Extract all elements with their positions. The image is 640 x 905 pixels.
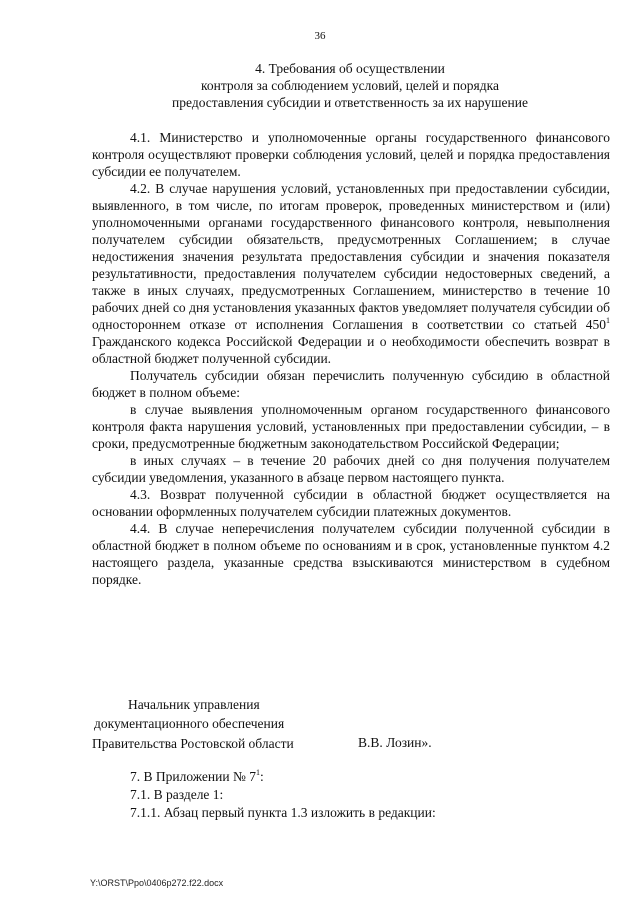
appendix-line-1-text: 7. В Приложении № 7: [130, 769, 256, 784]
heading-line-1: 4. Требования об осуществлении: [255, 61, 445, 76]
appendix-line-1-colon: :: [259, 769, 264, 784]
footer-file-path: Y:\ORST\Ppo\0406p272.f22.docx: [90, 878, 224, 888]
paragraph-4-4: 4.4. В случае неперечисления получателем субсидии полученной субсидии в областной бюджет в полном объеме по основаниям и в срок, установленные пунктом 4.2 настоящего раздела, указанные средства взыскиваются министерством в судебном порядке.: [92, 521, 610, 587]
paragraph-4-2-text-a: 4.2. В случае нарушения условий, установленных при предоставлении субсидии, выявленного, в том числе, по итогам проверок, проведенных министерством и (или) уполномоченными органами государственного финансового контроля, невыполнения получателем субсидии обязательств, предусмотренных Соглашением; в случае недостижения значения результата предоставления субсидии и значения показателя результативности, предоставления получателем субсидии недостоверных сведений, а также в иных случаях, предусмотренных Соглашением, министерство в течение 10 рабочих дней со дня установления указанных фактов уведомляет получателя субсидии об одностороннем отказе от исполнения Соглашения в соответствии со статьей 450: [92, 181, 610, 332]
paragraph-4-2: [92, 180, 610, 367]
signature-name: В.В. Лозин».: [358, 735, 432, 750]
appendix-line-2: 7.1. В разделе 1:: [130, 787, 224, 802]
appendix-line-1: [130, 768, 264, 785]
signature-title-line-2: документационного обеспечения: [94, 716, 285, 731]
paragraph-case-1: в случае выявления уполномоченным органом государственного финансового контроля факта нарушения условий, установленных при предоставлении субсидии, – в сроки, предусмотренные бюджетным законодательством Российской Федерации;: [92, 402, 610, 451]
appendix-superscript: 1: [255, 768, 260, 777]
superscript-1: 1: [606, 316, 610, 325]
paragraph-obligation: Получатель субсидии обязан перечислить полученную субсидию в областной бюджет в полном объеме:: [92, 368, 610, 400]
section-heading: [90, 60, 610, 111]
paragraph-case-2: в иных случаях – в течение 20 рабочих дней со дня получения получателем субсидии уведомления, указанного в абзаце первом настоящего пункта.: [92, 453, 610, 485]
appendix-line-3: 7.1.1. Абзац первый пункта 1.3 изложить в редакции:: [130, 805, 436, 820]
heading-line-2: контроля за соблюдением условий, целей и порядка: [201, 78, 499, 93]
paragraph-4-1: 4.1. Министерство и уполномоченные органы государственного финансового контроля осуществляют проверки соблюдения условий, целей и порядка предоставления субсидии ее получателем.: [92, 130, 610, 179]
signature-title-line-3: Правительства Ростовской области: [92, 736, 294, 751]
document-body: [92, 129, 610, 588]
page-number: 36: [314, 30, 326, 42]
signature-title-line-1: Начальник управления: [128, 697, 260, 712]
heading-line-3: предоставления субсидии и ответственность за их нарушение: [172, 95, 528, 110]
paragraph-4-2-text-b: Гражданского кодекса Российской Федерации и о необходимости обеспечить возврат в областной бюджет полученной субсидии.: [92, 334, 610, 366]
paragraph-4-3: 4.3. Возврат полученной субсидии в областной бюджет осуществляется на основании оформленных получателем субсидии платежных документов.: [92, 487, 610, 519]
